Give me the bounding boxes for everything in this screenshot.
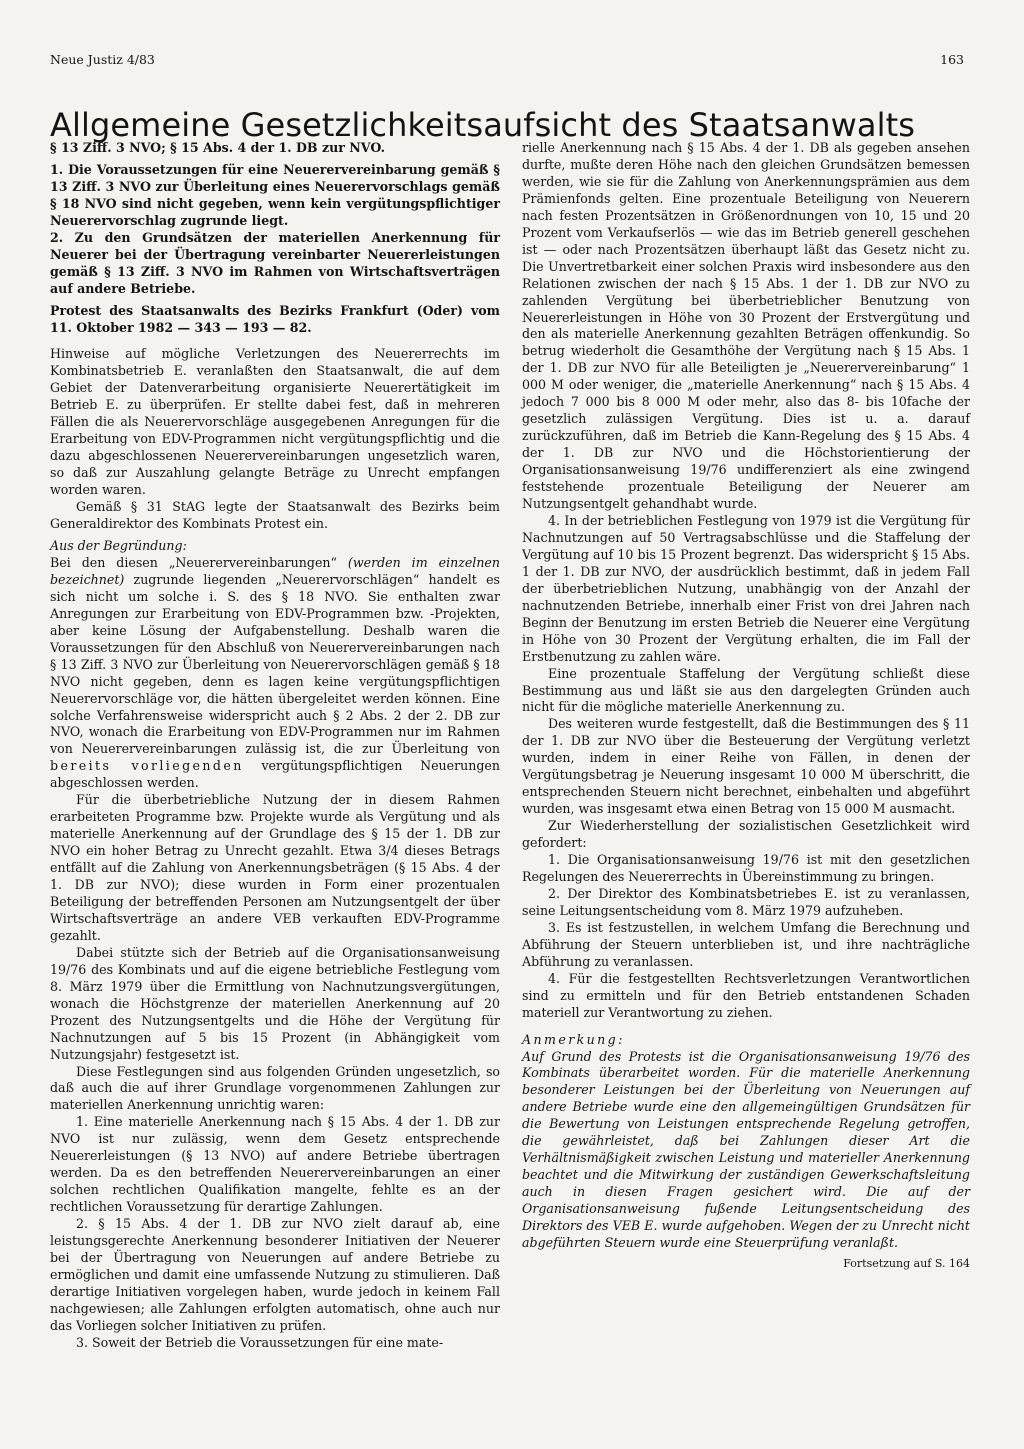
list-item: 2. Der Direktor des Kombinatsbetriebes E. ist zu veranlassen, seine Leitungsentscheidung vom 8. März 1979 aufzuheben.: [522, 885, 970, 918]
reasons-heading: Aus der Begründung:: [50, 537, 187, 553]
paragraph: Gemäß § 31 StAG legte der Staatsanwalt des Bezirks beim Generaldirektor des Kombinats Protest ein.: [50, 499, 500, 532]
journal-issue: Neue Justiz 4/83: [50, 52, 155, 67]
page-number: 163: [940, 52, 964, 67]
page-title: Allgemeine Gesetzlichkeitsaufsicht des Staatsanwalts: [50, 106, 916, 145]
paragraph: rielle Anerkennung nach § 15 Abs. 4 der 1. DB als gegeben ansehen durfte, mußte deren Höhe nach den gleichen Grundsätzen bemessen werden, wie sie für die Zahlung von Anerkennungsprämien aus dem Prämienfonds gelten. Eine prozentuale Beteiligung von Neuerern nach festen Prozentsätzen in Größenordnungen von 10, 15 und 20 Prozent vom Verkaufserlös — wie das im Betrieb generell geschehen ist — oder nach Prozentsätzen überhaupt läßt das Gesetz nicht zu. Die Unvertretbarkeit einer solchen Praxis wird insbesondere aus den Relationen zwischen der nach § 15 Abs. 1 der 1. DB zur NVO zu zahlenden Vergütung bei überbetrieblicher Benutzung von Neuererleistungen in Höhe von 30 Prozent der Erstvergütung und den als materielle Anerkennung gezahlten Beträgen offenkundig. So betrug wiederholt die Gesamthöhe der Vergütung nach § 15 Abs. 1 der 1. DB zur NVO für alle Beteiligten je „Neuerervereinbarung“ 1 000 M oder weniger, die „materielle Anerkennung“ nach § 15 Abs. 4 jedoch 7 000 bis 8 000 M oder mehr, also das 8- bis 10fache der gesetzlich zulässigen Vergütung. Dies ist u. a. darauf zurückzuführen, daß im Betrieb die Kann-Regelung des § 15 Abs. 4 der 1. DB zur NVO und die Höchstorientierung der Organisationsanweisung 19/76 undifferenziert als eine zwingend feststehende prozentuale Beteiligung der Neuerer am Nutzungsentgelt gehandhabt wurde.: [522, 140, 970, 512]
paragraph: Für die überbetriebliche Nutzung der in diesem Rahmen erarbeiteten Programme bzw. Projekte wurde als Vergütung und als materielle Anerkennung auf der Grundlage des § 15 der 1. DB zur NVO ein hoher Betrag zu Unrecht gezahlt. Etwa 3/4 dieses Betrags entfällt auf die Zahlung von Anerkennungsbeträgen (§ 15 Abs. 4 der 1. DB zur NVO); diese wurden in Form einer prozentualen Beteiligung der betreffenden Personen am Nutzungsentgelt der über Wirtschaftsverträge an andere VEB verkauften EDV-Programme gezahlt.: [50, 792, 500, 943]
list-item: 3. Es ist festzustellen, in welchem Umfang die Berechnung und Abführung der Steuern unterblieben ist, und ihre nachträgliche Abführung zu veranlassen.: [522, 919, 970, 969]
right-column: [522, 140, 970, 1273]
list-item: 3. Soweit der Betrieb die Voraussetzungen für eine mate-: [76, 1334, 444, 1350]
paragraph: Zur Wiederherstellung der sozialistischen Gesetzlichkeit wird gefordert:: [522, 818, 970, 851]
paragraph: Diese Festlegungen sind aus folgenden Gründen ungesetzlich, so daß auch die auf ihrer Grundlage vorgenommenen Zahlungen zur materiellen Anerkennung unrichtig waren:: [50, 1063, 500, 1113]
headnote-2: 2. Zu den Grundsätzen der materiellen Anerkennung für Neuerer bei der Übertragung vereinbarter Neuererleistungen gemäß § 13 Ziff. 3 NVO im Rahmen von Wirtschaftsverträgen auf andere Betriebe.: [50, 229, 500, 296]
continued-on: Fortsetzung auf S. 164: [843, 1256, 970, 1270]
note-heading: Anmerkung:: [522, 1031, 625, 1047]
list-item: 4. In der betrieblichen Festlegung von 1979 ist die Vergütung für Nachnutzungen auf 50 Vertragsabschlüsse und die Staffelung der Vergütung auf 10 bis 15 Prozent begrenzt. Das widerspricht § 15 Abs. 1 der 1. DB zur NVO, der ausdrücklich bestimmt, daß in jedem Fall der überbetrieblichen Nutzung, unabhängig von der Anzahl der nachnutzenden Betriebe, innerhalb einer Frist von drei Jahren nach Beginn der Benutzung im ersten Betrieb die Neuerer eine Vergütung in Höhe von 30 Prozent der Vergütung erhalten, die im Fall der Erstbenutzung zu zahlen wäre.: [522, 512, 970, 664]
case-source: Protest des Staatsanwalts des Bezirks Frankfurt (Oder) vom 11. Oktober 1982 — 343 — 193 — 82.: [50, 302, 500, 335]
headnote-1: 1. Die Voraussetzungen für eine Neuerervereinbarung gemäß § 13 Ziff. 3 NVO zur Überleitung eines Neuerervorschlags gemäß § 18 NVO sind nicht gegeben, wenn kein vergütungspflichtiger Neuerervorschlag zugrunde liegt.: [50, 161, 500, 228]
paragraph: Hinweise auf mögliche Verletzungen des Neuererrechts im Kombinatsbetrieb E. veranlaßten den Staatsanwalt, die auf dem Gebiet der Datenverarbeitung organisierte Neuerertätigkeit im Betrieb E. zu überprüfen. Er stellte dabei fest, daß in mehreren Fällen die als Neuerervorschläge ausgegebenen Anregungen für die Erarbeitung von EDV-Programmen nicht vergütungspflichtig und die dazu abgeschlossenen Neuerervereinbarungen ungesetzlich waren, so daß zur Auszahlung gelangte Beträge zu Unrecht empfangen worden waren.: [50, 346, 500, 498]
list-item: 2. § 15 Abs. 4 der 1. DB zur NVO zielt darauf ab, eine leistungsgerechte Anerkennung besonderer Initiativen der Neuerer bei der Übertragung von Neuerungen auf andere Betriebe zu ermöglichen und damit eine umfassende Nutzung zu stimulieren. Daß derartige Initiativen vorgelegen haben, wurde jedoch in keinem Fall nachgewiesen; alle Zahlungen erfolgten automatisch, ohne auch nur das Vorliegen solcher Initiativen zu prüfen.: [50, 1216, 500, 1333]
list-item: 1. Eine materielle Anerkennung nach § 15 Abs. 4 der 1. DB zur NVO ist nur zulässig, wenn dem Gesetz entsprechende Neuererleistungen (§ 13 NVO) auf andere Betriebe übertragen werden. Da es den betreffenden Neuerervereinbarungen an einer solchen rechtlichen Qualifikation mangelte, fehlte es an der rechtlichen Voraussetzung für derartige Zahlungen.: [50, 1114, 500, 1215]
legal-citation: § 13 Ziff. 3 NVO; § 15 Abs. 4 der 1. DB zur NVO.: [50, 140, 385, 155]
paragraph: Bei den diesen „Neuerervereinbarungen“ (werden im einzelnen bezeichnet) zugrunde liegenden „Neuerervorschlägen“ handelt es sich nicht um solche i. S. des § 18 NVO. Sie enthalten zwar Anregungen zur Erarbeitung von EDV-Programmen bzw. -Projekten, aber keine Lösung der Aufgabenstellung. Deshalb waren die Voraussetzungen für den Abschluß von Neuerervereinbarungen nach § 13 Ziff. 3 NVO zur Überleitung von Neuerervorschlägen gemäß § 18 NVO nicht gegeben, denn es lagen keine vergütungspflichtigen Neuerervorschläge vor, die hätten übergeleitet werden können. Eine solche Verfahrensweise widerspricht auch § 2 Abs. 2 der 2. DB zur NVO, wonach die Erarbeitung von EDV-Programmen nur im Rahmen von Neuerervereinbarungen zulässig ist, die zur Überleitung von bereits vorliegenden vergütungspflichtigen Neuerungen abgeschlossen werden.: [50, 554, 500, 791]
left-column: [50, 140, 500, 1352]
note-text: Auf Grund des Protests ist die Organisationsanweisung 19/76 des Kombinats überarbeitet worden. Für die materielle Anerkennung besonderer Leistungen bei der Überleitung von Neuerungen auf andere Betriebe wurde eine den allgemeingültigen Grundsätzen für die Bewertung von Leistungen entsprechende Regelung getroffen, die gewährleistet, daß bei Zahlungen dieser Art die Verhältnismäßigkeit zwischen Leistung und materieller Anerkennung beachtet und die Mitwirkung der zuständigen Gewerkschaftsleitung auch in diesen Fragen gesichert wird. Die auf der Organisationsanweisung fußende Leitungsentscheidung des Direktors des VEB E. wurde aufgehoben. Wegen der zu Unrecht nicht abgeführten Steuern wurde eine Steuerprüfung veranlaßt.: [522, 1048, 970, 1250]
list-item: 4. Für die festgestellten Rechtsverletzungen Verantwortlichen sind zu ermitteln und für den Betrieb entstandenen Schaden materiell zur Verantwortung zu ziehen.: [522, 970, 970, 1020]
paragraph: Dabei stützte sich der Betrieb auf die Organisationsanweisung 19/76 des Kombinats und auf die eigene betriebliche Festlegung vom 8. März 1979 über die Ermittlung von Nachnutzungsvergütungen, wonach die Höchstgrenze der materiellen Anerkennung auf 20 Prozent des Nutzungsentgelts und die Höhe der Vergütung für Nachnutzungen auf 5 bis 15 Prozent (in Abhängigkeit vom Nutzungsjahr) festgesetzt ist.: [50, 944, 500, 1062]
paragraph: Eine prozentuale Staffelung der Vergütung schließt diese Bestimmung aus und läßt sie aus den dargelegten Gründen auch nicht für die mögliche materielle Anerkennung zu.: [522, 665, 970, 715]
list-item: 1. Die Organisationsanweisung 19/76 ist mit den gesetzlichen Regelungen des Neuererrechts in Übereinstimmung zu bringen.: [522, 852, 970, 884]
running-header: [50, 52, 964, 70]
paragraph: Des weiteren wurde festgestellt, daß die Bestimmungen des § 11 der 1. DB zur NVO über die Besteuerung der Vergütung verletzt wurden, indem in einer Reihe von Fällen, in denen der Vergütungsbetrag je Neuerung insgesamt 10 000 M überschritt, die entsprechenden Steuern nicht berechnet, einbehalten und abgeführt wurden, was insgesamt etwa einen Betrag von 15 000 M ausmacht.: [522, 716, 970, 817]
